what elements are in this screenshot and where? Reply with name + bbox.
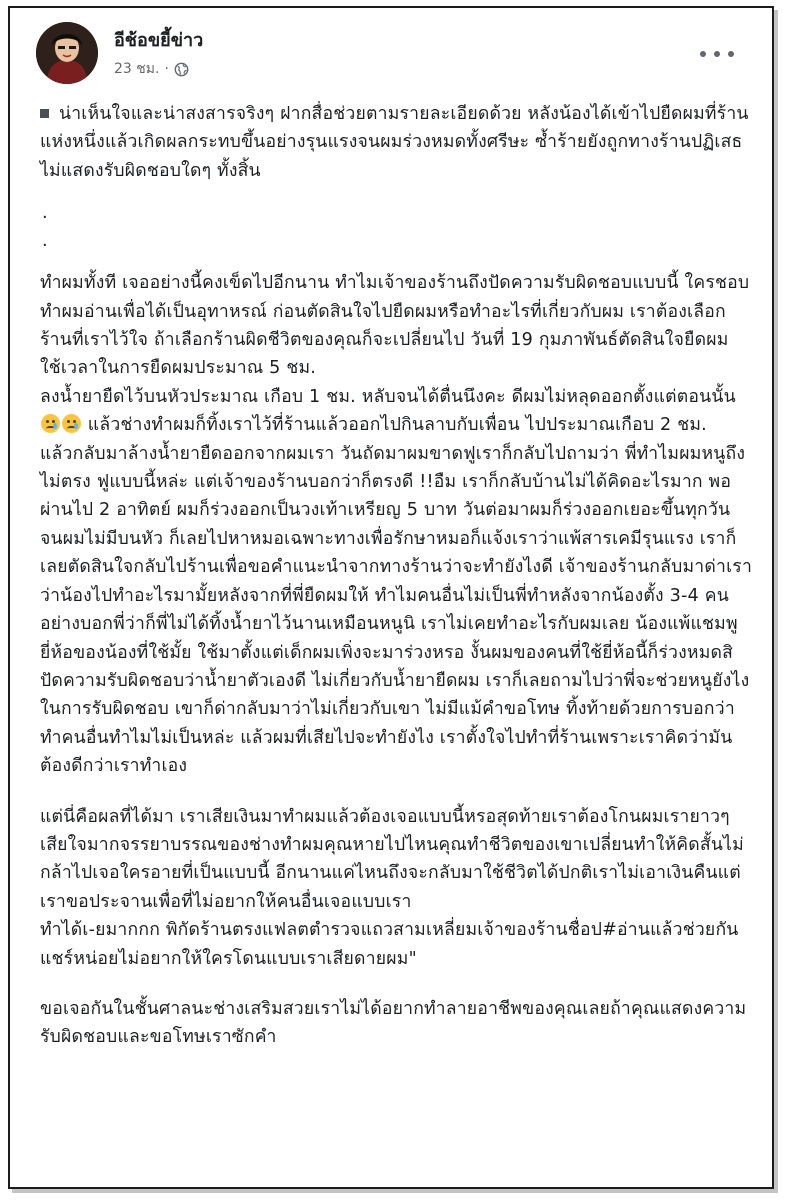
post-text	[40, 100, 755, 1052]
dot-icon	[728, 51, 734, 57]
avatar-image	[36, 22, 98, 84]
crying-face-icon	[41, 414, 60, 433]
avatar[interactable]	[36, 22, 98, 84]
post-time[interactable]: 23 ชม.	[114, 61, 160, 77]
author-name[interactable]: อีช้อขยี้ข่าว	[114, 30, 204, 51]
post-meta	[114, 60, 189, 78]
meta-separator: ·	[164, 61, 169, 77]
crying-face-icon	[62, 414, 81, 433]
post-paragraph-1	[40, 100, 755, 185]
post-header	[36, 22, 748, 92]
post-paragraph-4: แต่นี่คือผลที่ได้มา เราเสียเงินมาทำผมแล้วต้องเจอแบบนี้หรอสุดท้ายเราต้องโกนผมเรายาวๆ เสียใจมากจรรยาบรรณของช่างทำผมคุณหายไปไหนคุณทำชีวิตของเขาเปลี่ยนทำให้คิดสั้นไม่กล้าไปเจอใครอายที่เป็นแบบนี้ อีกนานแค่ไหนถึงจะกลับมาใช้ชีวิตได้ปกติเราไม่เอาเงินคืนแต่เราขอประจานเพื่อที่ไม่อยากให้คนอื่นเจอแบบเรา	[40, 806, 744, 912]
paragraph-text: แล้วช่างทำผมก็ทิ้งเราไว้ที่ร้านแล้วออกไปกินลาบกับเพื่อน ไปประมาณเกือบ 2 ชม. แล้วกลับมาล้างน้ำยายืดออกจากผมเรา วันถัดมาผมขาดฟูเราก็กลับไปถามว่า พี่ทำไมผมหนูถึงไม่ตรง ฟูแบบนี้หล่ะ แต่เจ้าของร้านบอกว่าก็ตรงดี !!อืม เราก็กลับบ้านไม่ได้คิดอะไรมาก พอผ่านไป 2 อาทิตย์ ผมก็ร่วงออกเป็นวงเท้าเหรียญ 5 บาท วันต่อมาผมก็ร่วงออกเยอะขึ้นทุกวัน จนผมไม่มีบนหัว ก็เลยไปหาหมอเฉพาะทางเพื่อรักษาหมอก็แจ้งเราว่าแพ้สารเคมีรุนแรง เราก็เลยตัดสินใจกลับไปร้านเพื่อขอคำแนะนำจากทางร้านว่าจะทำยังไงดี เจ้าของร้านกลับมาด่าเราว่าน้องไปทำอะไรมามั้ยหลังจากที่พี่ยืดผมให้ ทำไมคนอื่นไม่เป็นพี่ทำหลังจากน้องตั้ง 3-4 คน อย่างบอกพี่ว่าก็พี่ไม่ได้ทิ้งน้ำยาไว้นานเหมือนหนูนิ เราไม่เคยทำอะไรกับผมเลย น้องแพ้แชมพูยี่ห้อของน้องที่ใช้มั้ย ใช้มาตั้งแต่เด็กผมเพิ่งจะมาร่วงหรอ งั้นผมของคนที่ใช้ยี่ห้อนี้ก็ร่วงหมดสิ ปัดความรับผิดชอบว่าน้ำยาตัวเองดี ไม่เกี่ยวกับน้ำยายืดผม เราก็เลยถามไปว่าพี่จะช่วยหนูยังไงในการรับผิดชอบ เขาก็ด่ากลับมาว่าไม่เกี่ยวกับเขา ไม่มีแม้คำขอโทษ ทิ้งท้ายด้วยการบอกว่าทำคนอื่นทำไมไม่เป็นหล่ะ แล้วผมที่เสียไปจะทำยังไง เราตั้งใจไปทำที่ร้านเพราะเราคิดว่ามันต้องดีกว่าเราทำเอง	[40, 415, 753, 777]
post-paragraph-5: ทำได้เ-ยมากกก พิกัดร้านตรงแฟลตตำรวจแถวสามเหลี่ยมเจ้าของร้านชื่อป#อ่านแล้วช่วยกันแชร์หน่อยไม่อยากให้ใครโดนแบบเราเสียดายผม"	[40, 920, 739, 969]
facebook-post-card	[8, 6, 774, 1189]
dot-separator: .	[42, 203, 48, 224]
post-paragraph-6: ขอเจอกันในชั้นศาลนะช่างเสริมสวยเราไม่ได้อยากทำลายอาชีพของคุณเลยถ้าคุณแสดงความรับผิดชอบและขอโทษเราซักคำ	[40, 998, 747, 1048]
more-options-icon[interactable]	[700, 44, 734, 64]
paragraph-text: ลงน้ำยายืดไว้บนหัวประมาณ เกือบ 1 ชม. หลับจนได้ตื่นนึงคะ ดีผมไม่หลุดออกตั้งแต่ตอนนั้น	[40, 386, 736, 407]
paragraph-text: น่าเห็นใจและน่าสงสารจริงๆ ฝากสื่อช่วยตามรายละเอียดด้วย หลังน้องได้เข้าไปยืดผมที่ร้านแห่งหนึ่งแล้วเกิดผลกระทบขึ้นอย่างรุนแรงจนผมร่วงหมดทั้งศรีษะ ซ้ำร้ายยังถูกทางร้านปฏิเสธไม่แสดงรับผิดชอบใดๆ ทั้งสิ้น	[40, 104, 749, 181]
bullet-icon	[40, 109, 49, 118]
dot-icon	[700, 51, 706, 57]
dot-icon	[714, 51, 720, 57]
post-paragraph-2: ทำผมทั้งที เจออย่างนี้คงเข็ดไปอีกนาน ทำไมเจ้าของร้านถึงปัดความรับผิดชอบแบบนี้ ใครชอบทำผมอ่านเพื่อได้เป็นอุทาหรณ์ ก่อนตัดสินใจไปยืดผมหรือทำอะไรที่เกี่ยวกับผม เราต้องเลือกร้านที่เราไว้ใจ ถ้าเลือกร้านผิดชีวิตของคุณก็จะเปลี่ยนไป วันที่ 19 กุมภาพันธ์ตัดสินใจยืดผม ใช้เวลาในการยืดผมประมาณ 5 ชม.	[40, 273, 750, 379]
dot-separator: .	[42, 231, 48, 252]
globe-icon[interactable]	[174, 62, 189, 77]
post-paragraph-3	[40, 383, 755, 781]
